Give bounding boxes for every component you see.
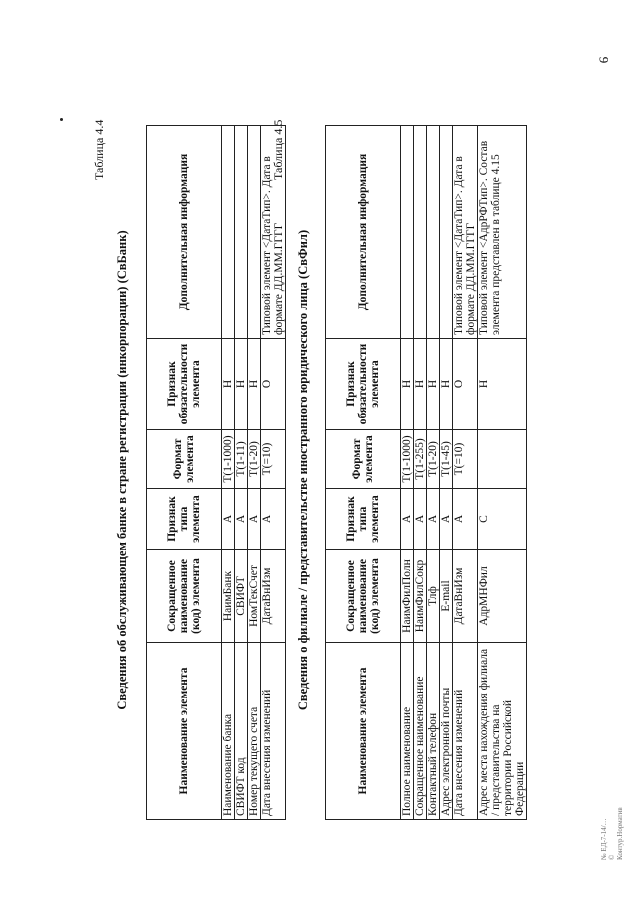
cell-format: T(=10) — [453, 430, 478, 489]
cell-required: О — [261, 339, 286, 430]
table-row — [478, 126, 527, 820]
cell-code: НомТекСчет — [248, 550, 261, 643]
cell-type: А — [453, 489, 478, 550]
cell-name: Контактный телефон — [427, 643, 440, 820]
col-header-info: Дополнительная информация — [326, 126, 401, 339]
col-header-info: Дополнительная информация — [147, 126, 222, 339]
table-row — [235, 126, 248, 820]
col-header-type: Признак типа элемента — [147, 489, 222, 550]
col-header-name: Наименование элемента — [326, 643, 401, 820]
table-row — [248, 126, 261, 820]
table-row — [453, 126, 478, 820]
col-header-name: Наименование элемента — [147, 643, 222, 820]
cell-code: ДатаВнИзм — [453, 550, 478, 643]
table-header-row — [147, 126, 222, 820]
cell-info — [235, 126, 248, 339]
branch-info-table — [325, 125, 527, 820]
cell-format: T(=10) — [261, 430, 286, 489]
col-header-code: Сокращенное наименование (код) элемента — [326, 550, 401, 643]
col-header-required: Признак обязательности элемента — [147, 339, 222, 430]
table-label: Таблица 4.4 — [92, 119, 106, 180]
cell-type: А — [222, 489, 235, 550]
cell-required: О — [453, 339, 478, 430]
table-row — [401, 126, 414, 820]
cell-type: А — [235, 489, 248, 550]
footnote — [600, 807, 624, 860]
cell-info — [414, 126, 427, 339]
cell-type: А — [261, 489, 286, 550]
cell-required: Н — [478, 339, 527, 430]
cell-format: T(1-255) — [414, 430, 427, 489]
cell-required: Н — [248, 339, 261, 430]
cell-info — [440, 126, 453, 339]
footnote-line: № ЕД-7-14/… — [600, 818, 608, 860]
cell-type: А — [414, 489, 427, 550]
table-header-row — [326, 126, 401, 820]
col-header-required: Признак обязательности элемента — [326, 339, 401, 430]
cell-format: T(1-1000) — [401, 430, 414, 489]
col-header-format: Формат элемента — [326, 430, 401, 489]
col-header-type: Признак типа элемента — [326, 489, 401, 550]
cell-name: Адрес электронной почты — [440, 643, 453, 820]
bank-info-table — [146, 125, 286, 820]
cell-type: А — [248, 489, 261, 550]
cell-code: E-mail — [440, 550, 453, 643]
footnote-line: © Контур.Норматив — [608, 807, 624, 860]
table-row — [222, 126, 235, 820]
table-row — [440, 126, 453, 820]
col-header-code: Сокращенное наименование (код) элемента — [147, 550, 222, 643]
cell-name: Адрес места нахождения филиала / представительства на территории Российской Федерации — [478, 643, 527, 820]
cell-type: С — [478, 489, 527, 550]
cell-name: Дата внесения изменений — [261, 643, 286, 820]
cell-code: НаимБанк — [222, 550, 235, 643]
cell-required: Н — [414, 339, 427, 430]
cell-info — [401, 126, 414, 339]
cell-code: СВИФТ — [235, 550, 248, 643]
cell-code: Тлф — [427, 550, 440, 643]
cell-type: А — [440, 489, 453, 550]
cell-code: АдрМНФил — [478, 550, 527, 643]
cell-info: Типовой элемент <АдрРФТип>. Состав элемента представлен в таблице 4.15 — [478, 126, 527, 339]
table-title: Сведения об обслуживающем банке в стране регистрации (инкорпорации) (СвБанк) — [115, 230, 129, 710]
cell-code: ДатаВнИзм — [261, 550, 286, 643]
rotated-content — [90, 60, 560, 820]
cell-info: Типовой элемент <ДатаТип>. Дата в формате ДД.ММ.ГГГГ — [453, 126, 478, 339]
cell-name: Сокращенное наименование — [414, 643, 427, 820]
cell-format — [478, 430, 527, 489]
cell-format: T(1-45) — [440, 430, 453, 489]
cell-code: НаимФилСокр — [414, 550, 427, 643]
cell-format: T(1-20) — [248, 430, 261, 489]
table-title: Сведения о филиале / представительстве иностранного юридического лица (СвФил) — [296, 229, 310, 711]
cell-required: Н — [222, 339, 235, 430]
cell-code: НаимФилПолн — [401, 550, 414, 643]
cell-required: Н — [401, 339, 414, 430]
cell-info — [427, 126, 440, 339]
cell-type: А — [427, 489, 440, 550]
cell-required: Н — [235, 339, 248, 430]
cell-type: А — [401, 489, 414, 550]
cell-info — [248, 126, 261, 339]
table-label: Таблица 4.5 — [271, 119, 285, 180]
col-header-format: Формат элемента — [147, 430, 222, 489]
cell-required: Н — [440, 339, 453, 430]
cell-info: Типовой элемент <ДатаТип>. Дата в формате ДД.ММ.ГГГГ — [261, 126, 286, 339]
cell-format: T(1-20) — [427, 430, 440, 489]
table-row — [427, 126, 440, 820]
table-row — [414, 126, 427, 820]
cell-name: Дата внесения изменений — [453, 643, 478, 820]
cell-format: T(1-1000) — [222, 430, 235, 489]
cell-format: T(1-11) — [235, 430, 248, 489]
cell-required: Н — [427, 339, 440, 430]
cell-name: СВИФТ код — [235, 643, 248, 820]
cell-name: Наименование банка — [222, 643, 235, 820]
cell-name: Номер текущего счета — [248, 643, 261, 820]
cell-name: Полное наименование — [401, 643, 414, 820]
page-number: 9 — [596, 56, 612, 64]
table-row — [261, 126, 286, 820]
cell-info — [222, 126, 235, 339]
scan-speck — [60, 118, 63, 121]
